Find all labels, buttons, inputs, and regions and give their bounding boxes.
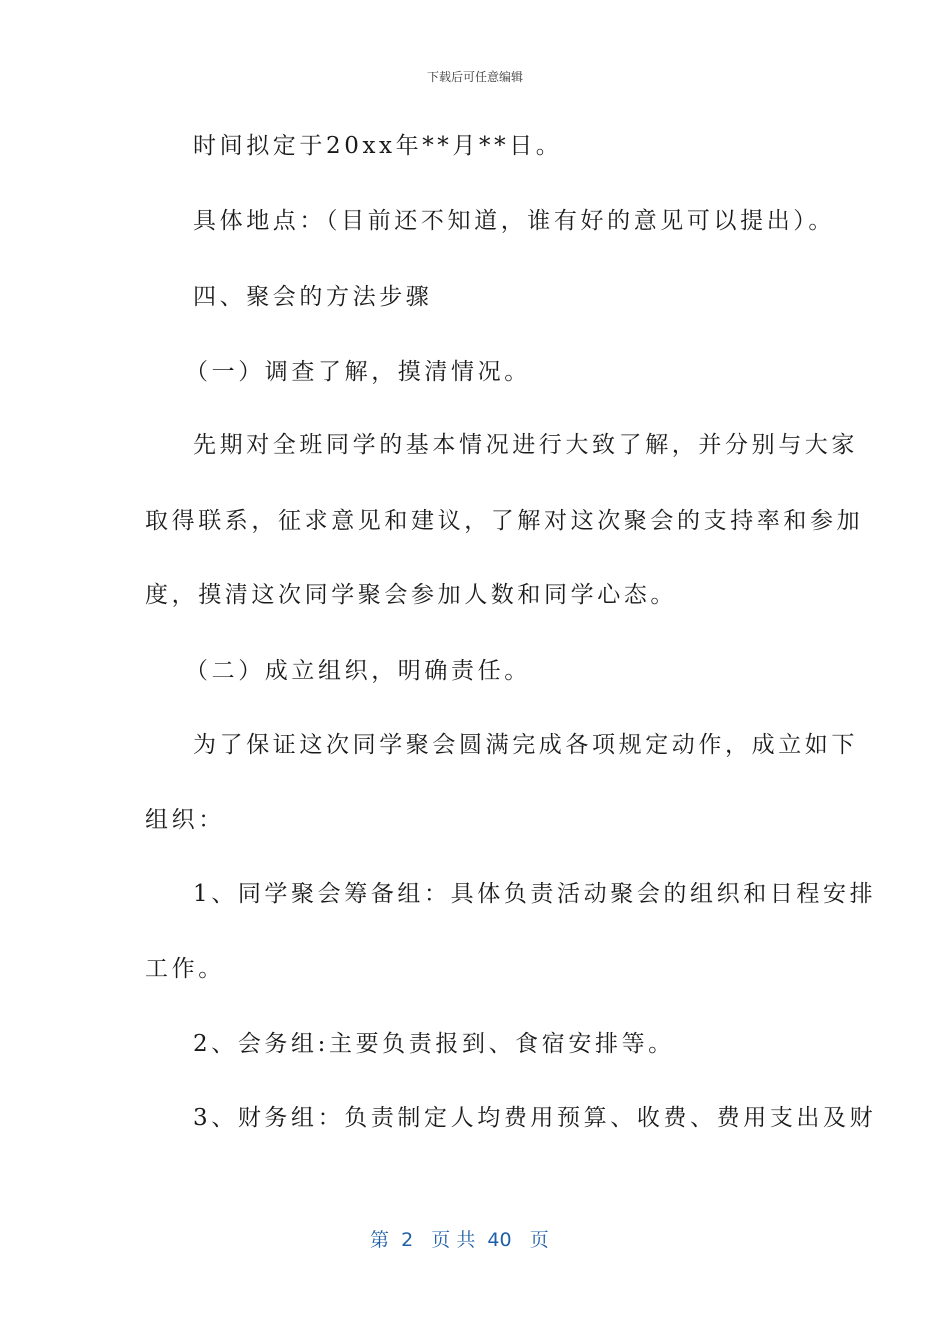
list-item-prep-group-cont: 工作。 — [145, 956, 225, 982]
paragraph-line-location: 具体地点：（目前还不知道，谁有好的意见可以提出）。 — [193, 208, 835, 234]
paragraph-line-survey-1: 先期对全班同学的基本情况进行大致了解，并分别与大家 — [193, 432, 858, 458]
paragraph-line-org-1: 为了保证这次同学聚会圆满完成各项规定动作，成立如下 — [193, 732, 858, 758]
header-note: 下载后可任意编辑 — [426, 70, 523, 84]
list-item-finance-group: 3、财务组：负责制定人均费用预算、收费、费用支出及财 — [193, 1105, 877, 1131]
paragraph-line-org-2: 组织： — [145, 807, 225, 833]
section-heading-steps: 四、聚会的方法步骤 — [193, 284, 433, 310]
subheading-organization: （二）成立组织，明确责任。 — [185, 658, 531, 684]
list-item-prep-group: 1、同学聚会筹备组：具体负责活动聚会的组织和日程安排 — [193, 881, 877, 907]
page-number-footer: 第 2 页 共 40 页 — [370, 1229, 549, 1251]
list-item-affairs-group: 2、会务组:主要负责报到、食宿安排等。 — [193, 1031, 675, 1057]
paragraph-line-time: 时间拟定于20xx年**月**日。 — [193, 133, 563, 159]
paragraph-line-survey-2: 取得联系，征求意见和建议，了解对这次聚会的支持率和参加 — [145, 508, 864, 534]
subheading-survey: （一）调查了解，摸清情况。 — [185, 359, 531, 385]
paragraph-line-survey-3: 度，摸清这次同学聚会参加人数和同学心态。 — [145, 582, 677, 608]
